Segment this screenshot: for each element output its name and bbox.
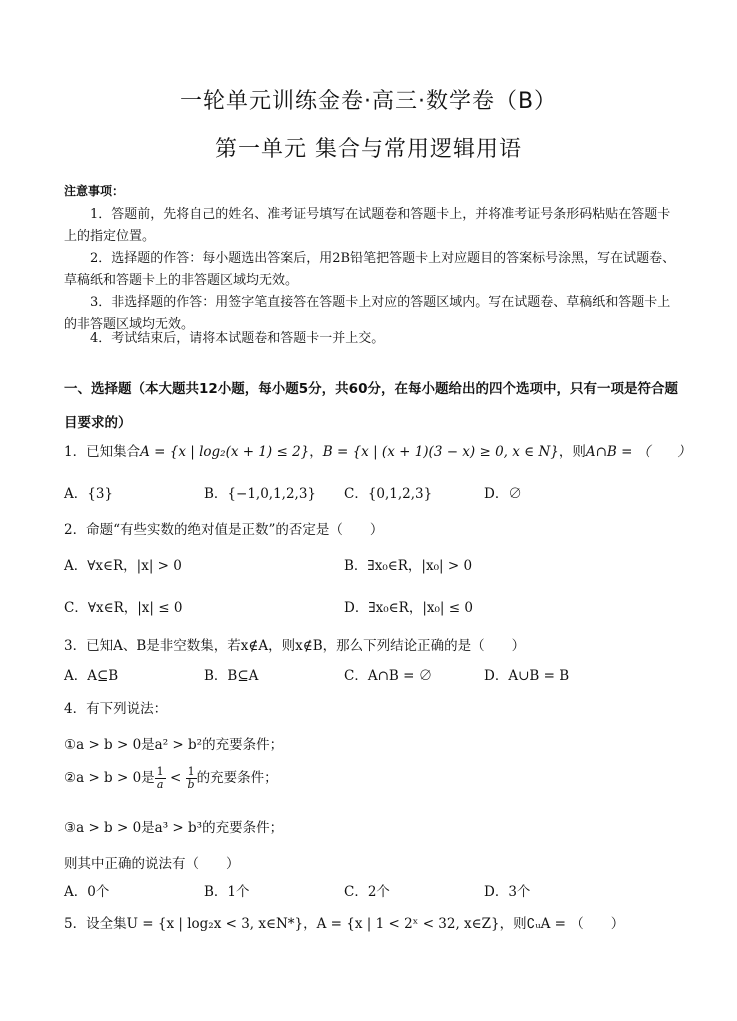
q1-set-b: B = {x | (x + 1)(3 − x) ≥ 0, x ∈ N}: [322, 444, 559, 460]
q2-option-a: A．∀x∈R，|x| > 0: [64, 558, 182, 574]
question-5: 5．设全集U = {x | log₂x < 3, x∈N*}，A = {x | 1 < 2ˣ < 32, x∈Z}，则∁ᵤA = （ ）: [64, 916, 625, 932]
notice-item-4: 4．考试结束后，请将本试题卷和答题卡一并上交。: [90, 331, 385, 346]
fraction-1-over-b: [186, 766, 197, 791]
q1-stem-a: 1．已知集合: [64, 444, 141, 460]
q4-option-b: B．1个: [204, 884, 250, 900]
notice-item-1: 1．答题前，先将自己的姓名、准考证号填写在试题卷和答题卡上，并将准考证号条形码粘贴在答题卡上的指定位置。: [64, 207, 671, 244]
notice-item-2: 2．选择题的作答：每小题选出答案后，用2B铅笔把答题卡上对应题目的答案标号涂黑，写在试题卷、草稿纸和答题卡上的非答题区域均无效。: [64, 251, 676, 288]
q4-s2-prefix: ②a > b > 0是: [64, 770, 155, 786]
question-3: 3．已知A、B是非空数集，若x∉A，则x∉B，那么下列结论正确的是（ ）: [64, 638, 526, 654]
q1-expr: A∩B = （ ）: [585, 444, 691, 460]
q4-ask: 则其中正确的说法有（ ）: [64, 856, 240, 872]
less-than-sign: <: [169, 770, 182, 786]
q2-option-c: C．∀x∈R，|x| ≤ 0: [64, 600, 183, 616]
q4-option-d: D．3个: [484, 884, 531, 900]
q1-option-b: B．{−1,0,1,2,3}: [204, 486, 317, 502]
question-4: 4．有下列说法：: [64, 701, 168, 717]
fraction-denominator: b: [187, 778, 195, 791]
q1-set-a: A = {x | log₂(x + 1) ≤ 2}: [140, 444, 310, 460]
q4-statement-1: ①a > b > 0是a² > b²的充要条件；: [64, 737, 284, 753]
q1-option-a: A．{3}: [64, 486, 114, 502]
fraction-numerator: 1: [156, 765, 164, 778]
q2-option-d: D．∃x₀∈R，|x₀| ≤ 0: [344, 600, 473, 616]
question-1: 1．已知集合A = {x | log₂(x + 1) ≤ 2}，B = {x | (x + 1)(3 − x) ≥ 0, x ∈ N}，则A∩B = （ ）: [64, 444, 691, 460]
q3-option-c: C．A∩B = ∅: [344, 668, 433, 684]
q2-option-b: B．∃x₀∈R，|x₀| > 0: [344, 558, 473, 574]
q4-statement-2: [64, 766, 278, 791]
q1-option-d: D．∅: [484, 486, 522, 502]
q4-option-c: C．2个: [344, 884, 390, 900]
q4-s2-suffix: 的充要条件；: [196, 770, 278, 786]
q3-option-b: B．B⊆A: [204, 668, 259, 684]
fraction-numerator: 1: [187, 765, 195, 778]
fraction-1-over-a: [155, 766, 166, 791]
question-2: 2．命题“有些实数的绝对值是正数”的否定是（ ）: [64, 522, 384, 538]
q4-statement-3: ③a > b > 0是a³ > b³的充要条件；: [64, 820, 284, 836]
section-heading: 一、选择题（本大题共12小题，每小题5分，共60分，在每小题给出的四个选项中，只有一项是符合题目要求的）: [64, 381, 678, 431]
q3-option-a: A．A⊆B: [64, 668, 119, 684]
page-subtitle: 第一单元 集合与常用逻辑用语: [215, 137, 522, 162]
q3-option-d: D．A∪B = B: [484, 668, 570, 684]
q1-option-c: C．{0,1,2,3}: [344, 486, 433, 502]
fraction-denominator: a: [156, 778, 164, 791]
notice-heading: 注意事项：: [64, 184, 125, 198]
q1-stem-b: ，则: [558, 444, 586, 460]
notice-item-3: 3．非选择题的作答：用签字笔直接答在答题卡上对应的答题区域内。写在试题卷、草稿纸和答题卡上的非答题区域均无效。: [64, 295, 671, 332]
page-title: 一轮单元训练金卷·高三·数学卷（B）: [179, 89, 558, 114]
q4-option-a: A．0个: [64, 884, 110, 900]
